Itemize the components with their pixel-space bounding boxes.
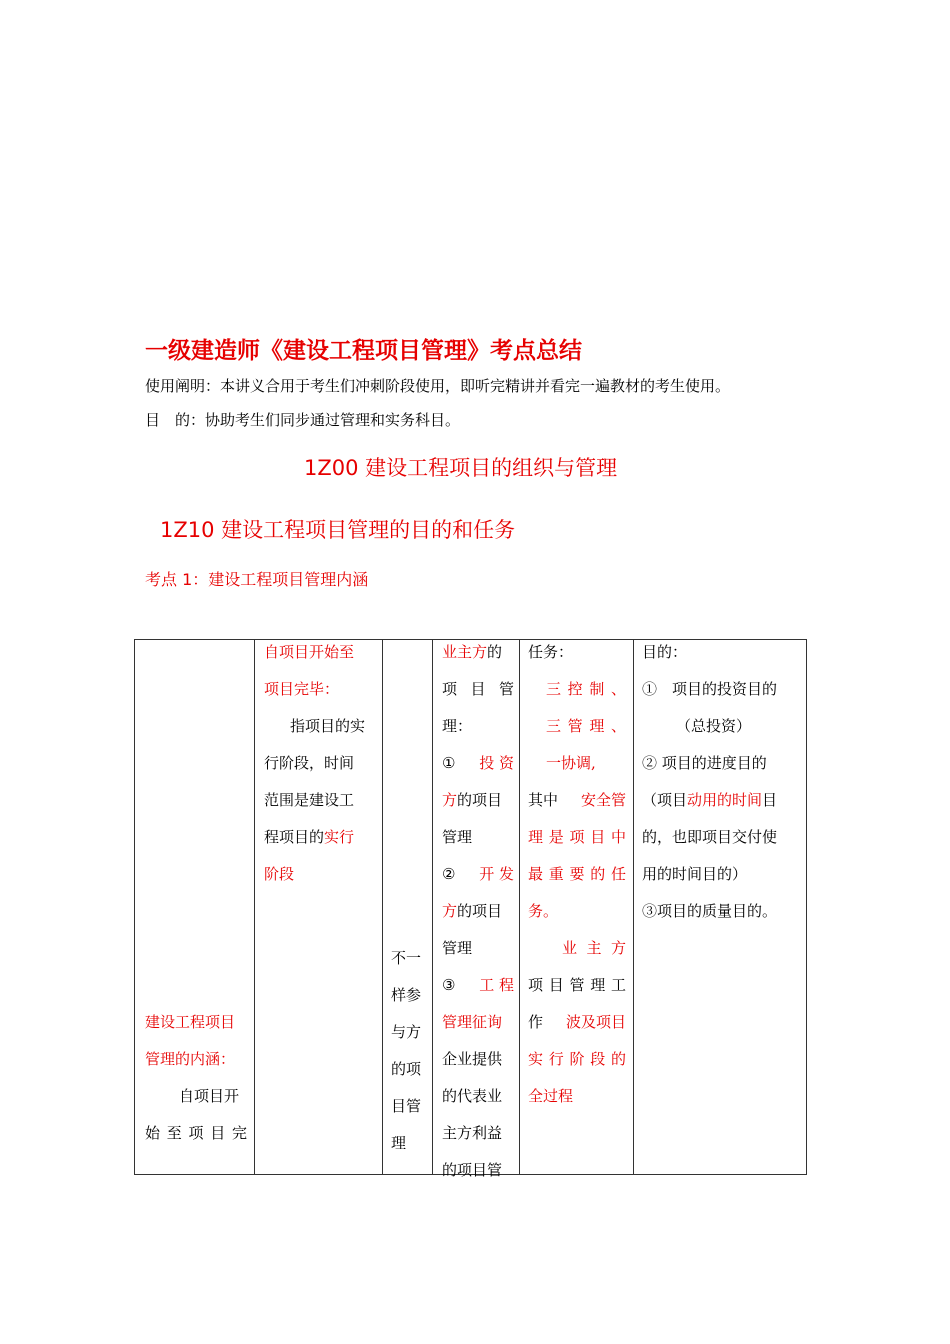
cell-text-line: 管理征询 [442, 1013, 503, 1031]
cell-text-line: 方的项目 [442, 791, 503, 809]
cell-heading-line: 建设工程项目 [145, 1013, 236, 1031]
column-divider [382, 640, 383, 1174]
cell-text-line: 管理 [442, 828, 473, 846]
cell-text-line: 不一 [391, 949, 422, 967]
cell-text-line: ① 项目的投资目的 [642, 680, 778, 698]
cell-text-line: 全过程 [528, 1087, 574, 1105]
cell-text-line: 项 目 管 [442, 680, 514, 698]
cell-text-line: 目管 [391, 1097, 422, 1115]
section-heading: 1Z10 建设工程项目管理的目的和任务 [160, 518, 516, 542]
cell-text-line: 方的项目 [442, 902, 503, 920]
cell-text-line: 业主方的 [442, 643, 503, 661]
cell-text-line: 自项目开 [179, 1087, 240, 1105]
cell-owner-management [442, 634, 514, 1189]
cell-text-line: 主方利益 [442, 1124, 503, 1142]
cell-text-line: 项目管理工 [528, 976, 626, 994]
cell-text-line: 始至项目完 [145, 1124, 247, 1142]
cell-text-line: 用的时间目的） [642, 865, 748, 883]
cell-tasks [528, 634, 626, 1115]
cell-text-line: 务。 [528, 902, 559, 920]
cell-participants [391, 940, 427, 1162]
cell-text-line: 指项目的实 [290, 717, 366, 735]
cell-heading-line: 自项目开始至 [264, 643, 355, 661]
cell-text-line: 管理 [442, 939, 473, 957]
cell-text-line: 实行阶段的 [528, 1050, 626, 1068]
cell-text-line: 理是项目中 [528, 828, 626, 846]
cell-text-line: 作 波及项目 [528, 1013, 626, 1031]
purpose-note: 目 的：协助考生们同步通过管理和实务科目。 [145, 411, 461, 429]
cell-text-line: ③ 工 程 [442, 976, 514, 994]
cell-text-line: ② 项目的进度目的 [642, 754, 767, 772]
cell-text-line: （项目动用的时间目 [642, 791, 778, 809]
chapter-heading: 1Z00 建设工程项目的组织与管理 [304, 456, 618, 480]
cell-objectives [642, 634, 800, 930]
cell-scope [264, 634, 376, 893]
column-divider [432, 640, 433, 1174]
column-divider [633, 640, 634, 1174]
cell-text-line: 样参 [391, 986, 422, 1004]
cell-text-line: 任务： [528, 643, 574, 661]
cell-heading-line: 管理的内涵： [145, 1050, 236, 1068]
cell-text-line: （总投资） [676, 717, 752, 735]
cell-text-line: 范围是建设工 [264, 791, 355, 809]
column-divider [254, 640, 255, 1174]
cell-connotation [145, 1004, 247, 1152]
cell-text-line: 最重要的任 [528, 865, 626, 883]
cell-text-line: 理 [391, 1134, 407, 1152]
cell-text-line: ② 开 发 [442, 865, 514, 883]
cell-text-line: 目的： [642, 643, 688, 661]
cell-text-line: 三管理、 [546, 717, 626, 735]
cell-text-line: 企业提供 [442, 1050, 503, 1068]
usage-note: 使用阐明：本讲义合用于考生们冲刺阶段使用，即听完精讲并看完一遍教材的考生使用。 [145, 377, 731, 395]
cell-text-line: 阶段 [264, 865, 295, 883]
cell-text-line: 的项目管 [442, 1161, 503, 1179]
content-table [134, 639, 807, 1179]
cell-text-line: 一协调, [546, 754, 596, 772]
column-divider [519, 640, 520, 1174]
cell-text-line: 三控制、 [546, 680, 626, 698]
cell-text-line: 其中 安全管 [528, 791, 626, 809]
cell-text-line: 与方 [391, 1023, 422, 1041]
point-heading: 考点 1：建设工程项目管理内涵 [145, 570, 369, 589]
cell-text-line: 业 主 方 [562, 939, 626, 957]
cell-text-line: ① 投 资 [442, 754, 514, 772]
cell-text-line: 的代表业 [442, 1087, 503, 1105]
cell-heading-line: 项目完毕： [264, 680, 340, 698]
cell-text-line: ③项目的质量目的。 [642, 902, 778, 920]
cell-text-line: 的，也即项目交付使 [642, 828, 778, 846]
document-title: 一级建造师《建设工程项目管理》考点总结 [145, 338, 582, 364]
cell-text-line: 理： [442, 717, 473, 735]
cell-text-line: 行阶段，时间 [264, 754, 355, 772]
cell-text-line: 的项 [391, 1060, 422, 1078]
cell-text-line: 程项目的实行 [264, 828, 355, 846]
